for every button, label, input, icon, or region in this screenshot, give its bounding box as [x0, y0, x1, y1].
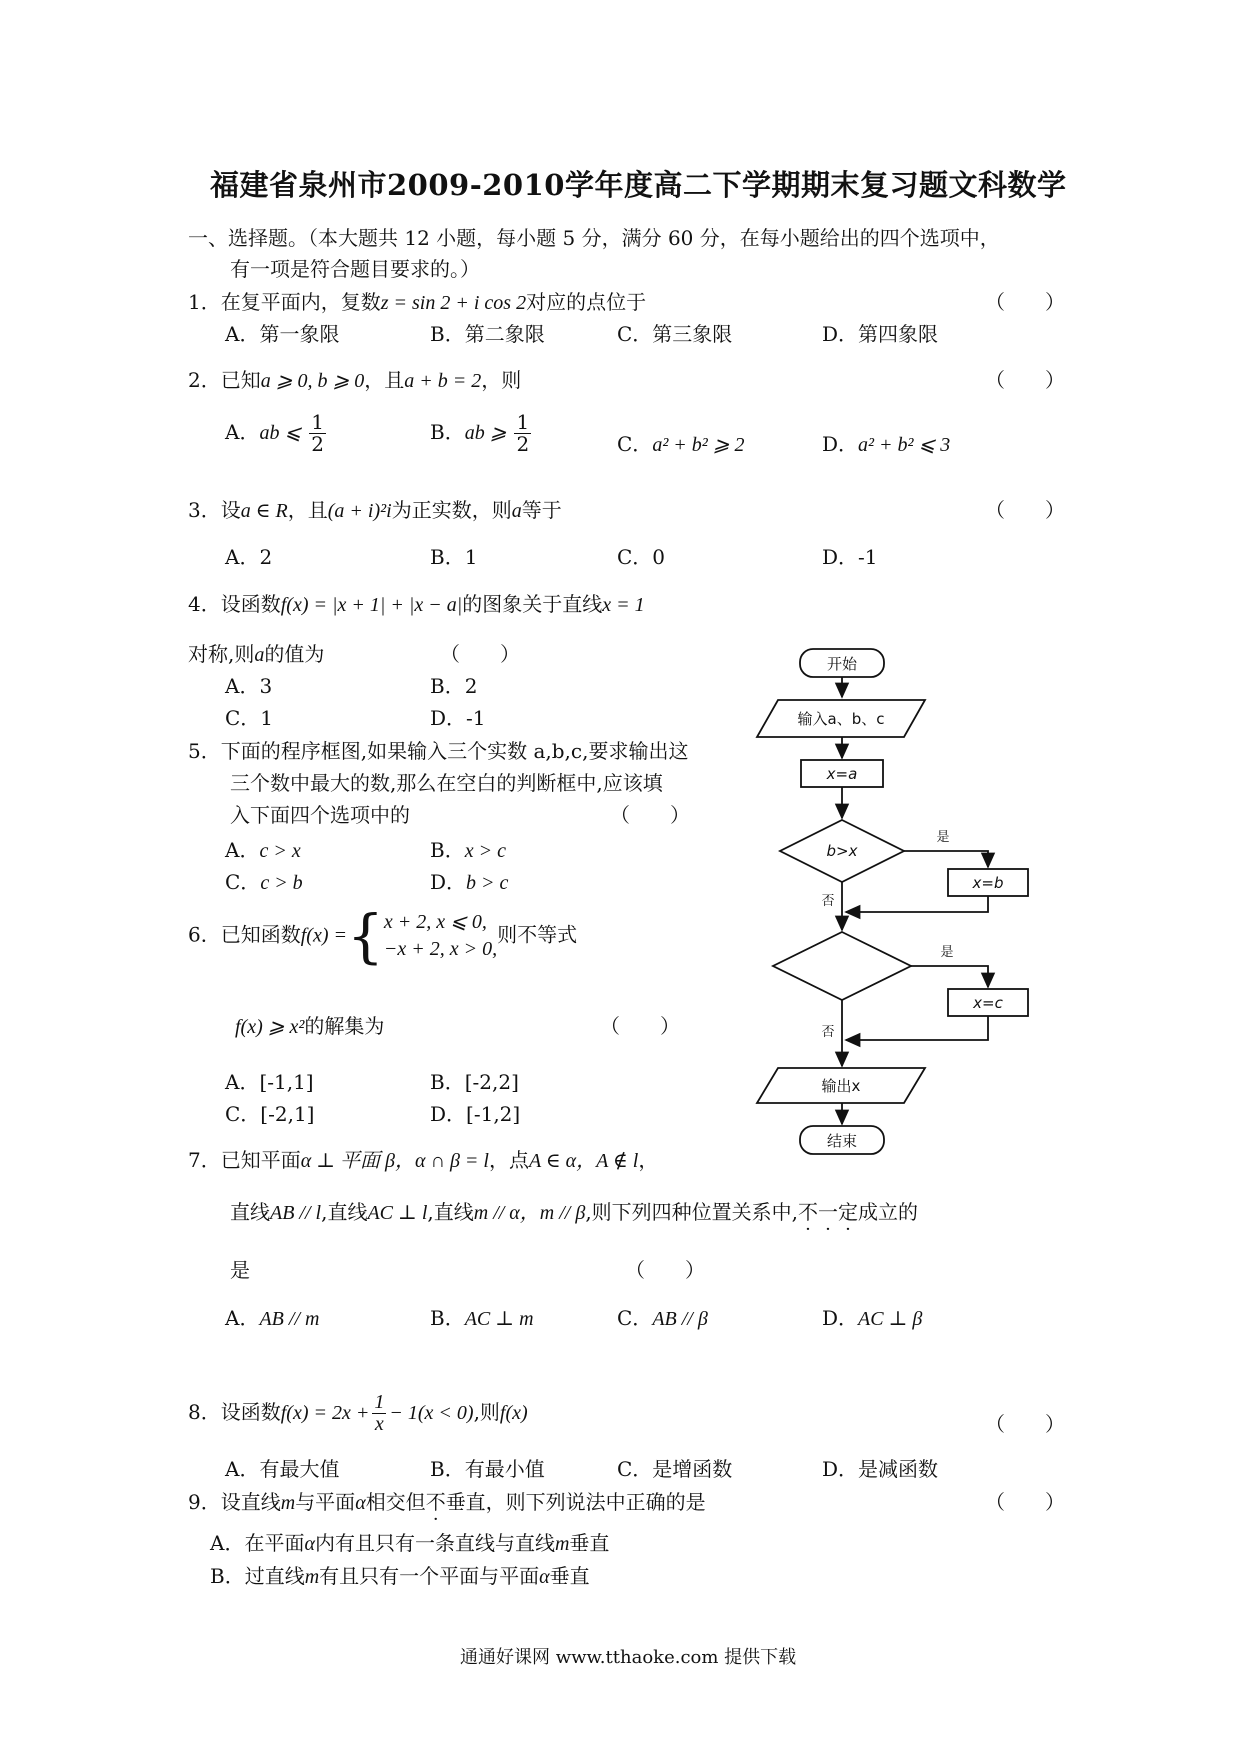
question-5: 5．下面的程序框图,如果输入三个实数 a,b,c,要求输出这 — [188, 739, 689, 763]
q4-stem: 4．设函数 — [188, 592, 281, 616]
q2-stem: 2．已知 — [188, 368, 261, 392]
q8-stem-b: ,则 — [473, 1400, 500, 1424]
fraction-den: 2 — [311, 432, 324, 456]
q3-stem-c: 为正实数，则 — [391, 498, 512, 522]
q5-option-d — [430, 866, 508, 895]
q7-option-d-math: AC ⊥ β — [858, 1308, 923, 1330]
q9-stem-d: 垂直，则下列说法中正确的是 — [445, 1490, 706, 1514]
q7-option-a-math: AB // m — [259, 1308, 320, 1330]
flow-arrow-yes — [911, 966, 988, 987]
section-header: 一、选择题。（本大题共 12 小题，每小题 5 分，满分 60 分，在每小题给出的四个选项中， — [188, 226, 1000, 250]
q7-line2-f: 成立的 — [858, 1200, 919, 1224]
q5-option-b-label: B． — [430, 838, 465, 862]
q3-math3: a — [511, 500, 522, 522]
question-8 — [188, 1392, 528, 1435]
emphasis-dot-text: 一 — [818, 1200, 839, 1224]
q7-line2: 直线 — [230, 1200, 270, 1224]
flow-assign-c-label: x=c — [973, 994, 1003, 1012]
q6-option-d: D．[-1,2] — [430, 1102, 521, 1126]
fraction-den: x — [374, 1413, 384, 1435]
q1-stem-end: 对应的点位于 — [526, 290, 647, 314]
q3-option-b: B．1 — [430, 545, 478, 569]
q9-math2: α — [355, 1492, 366, 1514]
flow-assign-b-label: x=b — [972, 874, 1004, 892]
q3-stem-d: 等于 — [521, 498, 562, 522]
q9-option-a-text-b: 内有且只有一条直线与直线 — [314, 1531, 555, 1555]
q9-option-a-text: A．在平面 — [210, 1531, 305, 1555]
q2-option-c-math: a² + b² ⩾ 2 — [652, 434, 745, 456]
piecewise — [384, 909, 497, 963]
q9-option-a-math2: m — [554, 1533, 570, 1555]
q5-option-c-label: C． — [225, 870, 261, 894]
q4-option-d: D．-1 — [430, 706, 486, 730]
flow-end-label: 结束 — [826, 1132, 858, 1150]
q2-option-c — [617, 428, 745, 457]
q4-line2: 对称,则 — [188, 642, 255, 666]
q6-line2-math: f(x) ⩾ x² — [235, 1016, 305, 1038]
fraction — [514, 412, 531, 455]
q7-option-d — [822, 1302, 922, 1331]
flow-output-label: 输出x — [821, 1077, 861, 1095]
q1-option-a: A．第一象限 — [225, 322, 340, 346]
flow-no-label: 否 — [821, 1025, 835, 1040]
q8-math-b: − 1(x < 0) — [389, 1402, 474, 1424]
q3-option-a: A．2 — [225, 545, 273, 569]
q9-stem: 9．设直线 — [188, 1490, 281, 1514]
q3-answer-paren: （ ） — [985, 498, 1065, 522]
q4-math: f(x) = |x + 1| + |x − a| — [280, 594, 463, 616]
question-7-line3: 是 — [230, 1258, 250, 1282]
q4-answer-paren: （ ） — [440, 642, 520, 666]
flow-yes-label: 是 — [936, 830, 950, 845]
q7-line1: 7．已知平面 — [188, 1148, 301, 1172]
q7-option-a — [225, 1302, 319, 1331]
q9-option-b-math: m — [304, 1566, 320, 1588]
q1-option-c: C．第三象限 — [617, 322, 733, 346]
flow-no-label: 否 — [821, 894, 835, 909]
section-header-cont: 有一项是符合题目要求的。） — [230, 257, 480, 281]
q6-stem: 6．已知函数 — [188, 922, 301, 947]
q2-answer-paren: （ ） — [985, 368, 1065, 392]
q5-option-a-math: c > x — [259, 840, 301, 862]
q8-option-d: D．是减函数 — [822, 1457, 939, 1481]
q5-option-d-math: b > c — [466, 872, 509, 894]
q8-answer-paren: （ ） — [985, 1412, 1065, 1436]
emphasis-dot-text: 不 — [425, 1490, 446, 1514]
q6-answer-paren: （ ） — [600, 1014, 680, 1038]
flow-arrow-yes — [904, 851, 988, 867]
q8-option-a: A．有最大值 — [225, 1457, 340, 1481]
q8-math2: f(x) — [499, 1402, 528, 1424]
q7-line2-d: ,则下列四种位置关系中, — [585, 1200, 799, 1224]
flow-arrow — [846, 896, 988, 912]
question-5-line2: 三个数中最大的数,那么在空白的判断框中,应该填 — [230, 771, 663, 795]
flow-decision-blank — [773, 932, 911, 1000]
case-1: x + 2, x ⩽ 0, — [383, 911, 487, 933]
q7-option-c-math: AB // β — [652, 1308, 708, 1330]
page-footer: 通通好课网 www.tthaoke.com 提供下载 — [460, 1647, 797, 1668]
emphasis-dot-text: 不 — [798, 1200, 819, 1224]
q5-option-b — [430, 834, 506, 863]
q5-option-c-math: c > b — [260, 872, 303, 894]
question-7-line2 — [230, 1196, 918, 1225]
q2-option-b — [430, 412, 534, 455]
q9-option-a-math: α — [304, 1533, 315, 1555]
fraction — [309, 412, 326, 455]
flow-decision-1-label: b>x — [826, 842, 858, 860]
question-3 — [188, 494, 562, 523]
q1-option-d: D．第四象限 — [822, 322, 939, 346]
q6-option-b: B．[-2,2] — [430, 1070, 519, 1094]
q1-stem: 1．在复平面内，复数 — [188, 290, 381, 314]
q4-option-c: C．1 — [225, 706, 274, 730]
q6-line2-b: 的解集为 — [304, 1014, 385, 1038]
page-title: 福建省泉州市2009-2010学年度高二下学期期末复习题文科数学 — [210, 168, 1067, 202]
q5-option-a — [225, 834, 301, 863]
q7-line2-c: ,直线 — [427, 1200, 474, 1224]
q3-option-c: C．0 — [617, 545, 666, 569]
q2-math: a ⩾ 0, b ⩾ 0 — [260, 370, 365, 392]
q9-stem-c: 相交但 — [365, 1490, 426, 1514]
q4-option-b: B．2 — [430, 674, 478, 698]
q7-line2-math3: m // α，m // β — [473, 1202, 586, 1224]
q2-option-d-math: a² + b² ⩽ 3 — [858, 434, 951, 456]
q2-stem-c: ，则 — [481, 368, 522, 392]
q6-stem-b: 则不等式 — [497, 922, 578, 947]
q7-answer-paren: （ ） — [625, 1258, 705, 1282]
question-6-cont — [235, 1010, 384, 1039]
q7-option-b-math: AC ⊥ m — [464, 1308, 534, 1330]
brace-icon: { — [346, 902, 384, 970]
q7-option-a-label: A． — [225, 1306, 260, 1330]
q1-option-b: B．第二象限 — [430, 322, 545, 346]
q4-stem-b: 的图象关于直线 — [462, 592, 603, 616]
q9-option-b-text-c: 垂直 — [549, 1564, 590, 1588]
q1-answer-paren: （ ） — [985, 290, 1065, 314]
fraction-den: 2 — [516, 432, 530, 456]
question-2 — [188, 364, 521, 393]
q5-option-c — [225, 866, 303, 895]
q4-line2-b: 的值为 — [264, 642, 325, 666]
q7-line2-math: AB // l — [270, 1202, 322, 1224]
case-2: −x + 2, x > 0, — [383, 938, 498, 960]
q2-option-a — [225, 412, 329, 455]
q7-line1-b: ，点 — [488, 1148, 529, 1172]
q2-option-b-label: B． — [430, 420, 465, 444]
program-flowchart — [740, 630, 1060, 1170]
question-1 — [188, 286, 646, 315]
q2-option-a-math: ab ⩽ — [259, 422, 307, 444]
question-6 — [188, 902, 578, 970]
q9-option-b-text-b: 有且只有一个平面与平面 — [319, 1564, 540, 1588]
q3-stem: 3．设 — [188, 498, 241, 522]
q3-math2: (a + i)²i — [327, 500, 392, 522]
q2-option-c-label: C． — [617, 432, 653, 456]
q6-option-a: A．[-1,1] — [225, 1070, 314, 1094]
q9-stem-b: 与平面 — [295, 1490, 356, 1514]
fraction-num: 1 — [516, 410, 530, 434]
q1-math: z = sin 2 + i cos 2 — [380, 292, 527, 314]
q7-line1-math: α ⊥ 平面 β，α ∩ β = l — [300, 1150, 489, 1172]
q6-option-c: C．[-2,1] — [225, 1102, 315, 1126]
q2-option-a-label: A． — [225, 420, 260, 444]
q5-option-a-label: A． — [225, 838, 260, 862]
q2-option-b-math: ab ⩾ — [464, 422, 512, 444]
question-7 — [188, 1144, 658, 1173]
flow-yes-label: 是 — [940, 945, 954, 960]
q5-option-b-math: x > c — [464, 840, 506, 862]
flow-start-label: 开始 — [826, 655, 858, 673]
q9-option-b-math2: α — [539, 1566, 550, 1588]
q7-line2-math2: AC ⊥ l — [367, 1202, 428, 1224]
q7-option-b — [430, 1302, 534, 1331]
emphasis-dot-text: 定 — [838, 1200, 859, 1224]
fraction-num: 1 — [311, 410, 324, 434]
q4-math2: x = 1 — [602, 594, 645, 616]
q8-option-c: C．是增函数 — [617, 1457, 733, 1481]
fraction — [372, 1392, 386, 1435]
question-4 — [188, 588, 645, 617]
q9-option-b — [210, 1560, 590, 1589]
q9-math: m — [280, 1492, 296, 1514]
q9-answer-paren: （ ） — [985, 1490, 1065, 1514]
q2-stem-b: ，且 — [364, 368, 405, 392]
q7-option-d-label: D． — [822, 1306, 859, 1330]
question-9 — [188, 1486, 706, 1515]
q7-option-c — [617, 1302, 708, 1331]
q5-answer-paren: （ ） — [610, 803, 690, 827]
flow-arrow — [846, 1016, 988, 1040]
q9-option-a-text-c: 垂直 — [569, 1531, 610, 1555]
q7-line2-b: ,直线 — [321, 1200, 368, 1224]
q4-option-a: A．3 — [225, 674, 273, 698]
q7-option-c-label: C． — [617, 1306, 653, 1330]
q4-line2-math: a — [254, 644, 265, 666]
q3-option-d: D．-1 — [822, 545, 878, 569]
q9-option-a — [210, 1527, 609, 1556]
q8-option-b: B．有最小值 — [430, 1457, 545, 1481]
q9-option-b-text: B．过直线 — [210, 1564, 305, 1588]
q7-line1-math2: A ∈ α，A ∉ l — [528, 1150, 639, 1172]
q8-stem: 8．设函数 — [188, 1400, 281, 1424]
flow-input-label: 输入a、b、c — [797, 710, 885, 728]
question-4-cont — [188, 638, 324, 667]
q8-math: f(x) = 2x + — [280, 1402, 370, 1424]
flow-assign-label: x=a — [826, 765, 858, 783]
q7-option-b-label: B． — [430, 1306, 465, 1330]
q2-option-d — [822, 428, 950, 457]
q7-line1-c: ， — [638, 1148, 659, 1172]
q5-option-d-label: D． — [430, 870, 467, 894]
q2-math2: a + b = 2 — [404, 370, 482, 392]
fraction-num: 1 — [374, 1391, 385, 1413]
q3-math: a ∈ R — [240, 500, 288, 522]
q3-stem-b: ，且 — [287, 498, 328, 522]
q2-option-d-label: D． — [822, 432, 859, 456]
question-5-line3: 入下面四个选项中的 — [230, 803, 410, 827]
q6-math: f(x) = — [300, 924, 347, 947]
